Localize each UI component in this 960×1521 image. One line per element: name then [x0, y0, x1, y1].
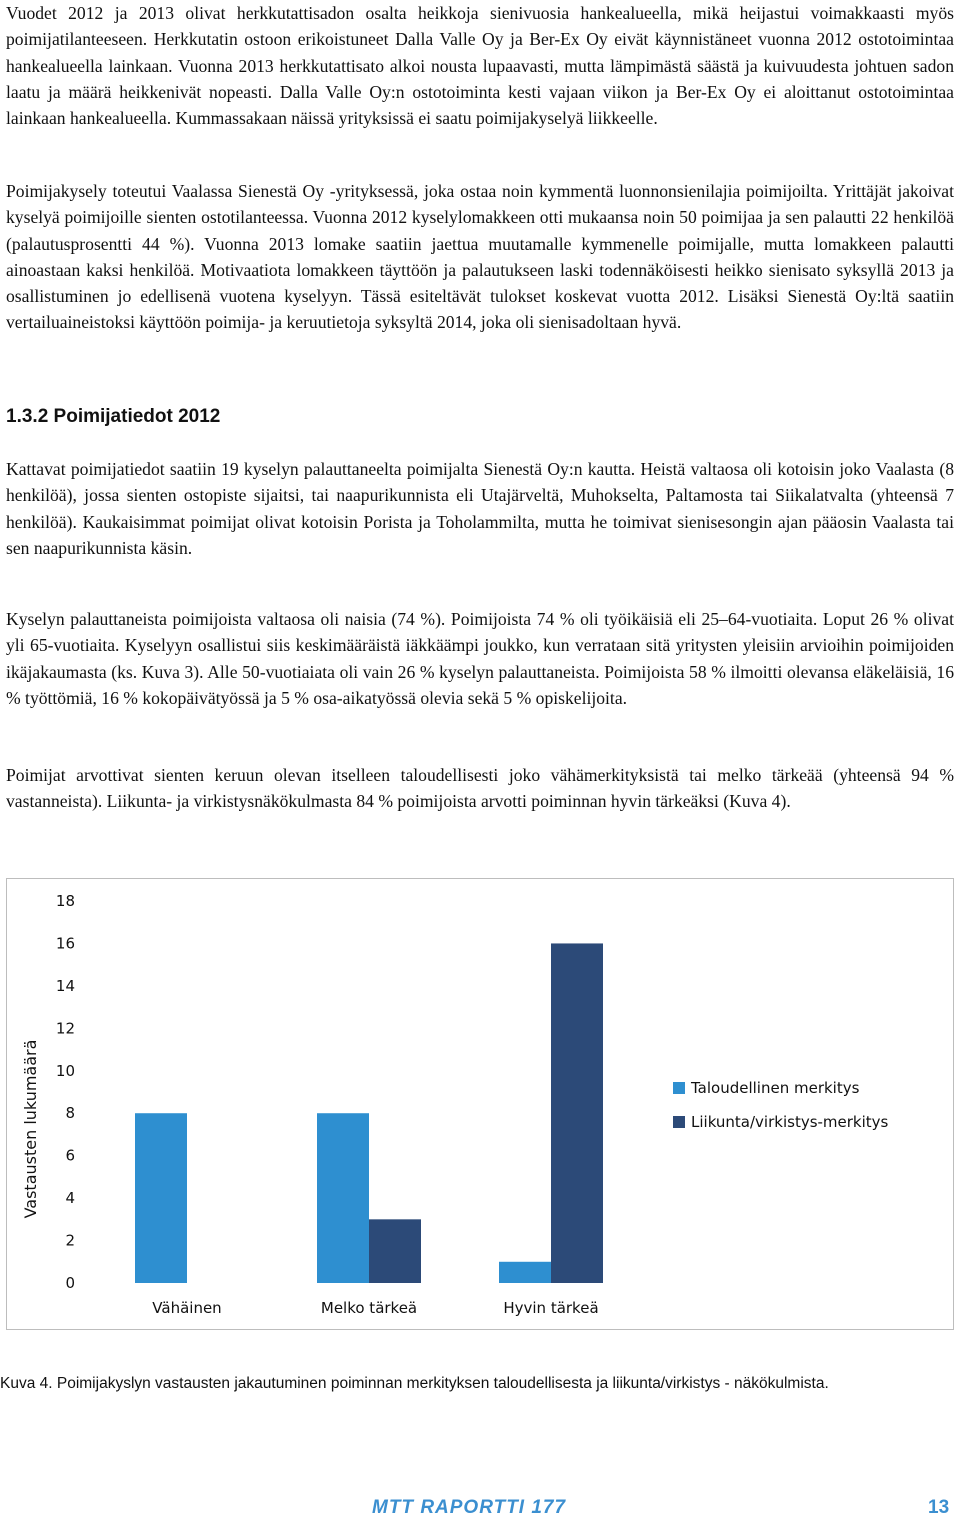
- paragraph-kyselyn-toteutus: Poimijakysely toteutui Vaalassa Sienestä Oy -yrityksessä, joka ostaa noin kymmentä luonnonsienilajia poimijoilta. Yrittäjät jakoivat kyselyä poimijoille sienten ostotilanteessa. Vuonna 2012 kyselylomakkeen otti mukaansa noin 50 poimijaa ja sen palautti 22 henkilöä (palautusprosentti 44 %). Vuonna 2013 lomake saatiin jaettua muutamalle kymmenelle poimijalle, mutta lomakkeen palautti ainoastaan kaksi henkilöä. Motivaatiota lomakkeen täyttöön ja palautukseen laski todennäköisesti heikko sienisato syksyllä 2013 ja osallistuminen jo edellisenä vuotena kyselyyn. Tässä esiteltävät tulokset koskevat vuotta 2012. Lisäksi Sienestä Oy:ltä saatiin vertailuaineistoksi käyttöön poimija- ja keruutietoja syksyltä 2014, joka oli sienisadoltaan hyvä.: [6, 181, 954, 333]
- legend-label-liikunta: Liikunta/virkistys-merkitys: [691, 1113, 889, 1131]
- y-tick-labels: [56, 892, 75, 1292]
- paragraph-sieni-vuodet: Vuodet 2012 ja 2013 olivat herkkutattisadon osalta heikkoja sienivuosia hankealueella, mikä heijastui voimakkaasti myös poimijatilanteeseen. Herkkutatin ostoon erikoistuneet Dalla Valle Oy ja Ber-Ex Oy eivät käynnistäneet vuonna 2012 ostotoimintaa hankealueella lainkaan. Vuonna 2013 herkkutattisato alkoi nousta lupaavasti, mutta lämpimästä säästä ja kuivuudesta johtuen sadon laatu ja määrä heikkenivät nopeasti. Dalla Valle Oy:n ostotoiminta kesti vajaan viikon ja Ber-Ex Oy ei aloittanut ostotoimintaa lainkaan hankealueella. Kummassakaan näissä yrityksissä ei saatu poimijakyselyä liikkeelle.: [6, 3, 954, 129]
- y-tick-label: 16: [55, 934, 75, 953]
- paragraph-ikajakauma: Kyselyn palauttaneista poimijoista valtaosa oli naisia (74 %). Poimijoista 74 % oli työikäisiä eli 25–64-vuotiaita. Loput 26 % olivat yli 65-vuotiaita. Kyselyyn osallistui siis keskimääräistä iäkkäämpi joukko, kun verrataan sitä yritysten yleisiin arvioihin poimijoiden ikäjakaumasta (ks. Kuva 3). Alle 50-vuotiaiata oli vain 26 % kyselyn palauttaneista. Poimijoista 58 % ilmoitti olevansa eläkeläisiä, 16 % työttömiä, 16 % kokopäivätyössä ja 5 % osa-aikatyössä olevia sekä 5 % opiskelijoita.: [6, 609, 954, 708]
- x-tick-label: Melko tärkeä: [320, 1299, 418, 1317]
- bar-liikunta: [369, 1219, 421, 1283]
- bars: [135, 943, 603, 1283]
- y-tick-label: 0: [65, 1274, 75, 1292]
- y-tick-label: 12: [55, 1019, 75, 1038]
- y-tick-label: 18: [55, 892, 75, 910]
- y-tick-label: 2: [65, 1231, 75, 1250]
- bar-liikunta: [551, 943, 603, 1283]
- page-number: 13: [928, 1497, 950, 1518]
- y-tick-label: 10: [55, 1061, 75, 1080]
- bar-taloudellinen: [135, 1113, 187, 1283]
- x-tick-label: Vähäinen: [152, 1299, 222, 1317]
- legend-item-liikunta: [673, 1109, 888, 1135]
- y-tick-label: 4: [65, 1189, 75, 1208]
- chart-frame: [6, 878, 954, 1330]
- bar-taloudellinen: [317, 1113, 369, 1283]
- chart-legend: [673, 1075, 888, 1143]
- legend-label-taloudellinen: Taloudellinen merkitys: [691, 1079, 860, 1097]
- legend-item-taloudellinen: [673, 1075, 888, 1101]
- legend-swatch-liikunta: [673, 1116, 685, 1128]
- footer-report-title: MTT RAPORTTI 177: [372, 1497, 567, 1518]
- figure-caption: Kuva 4. Poimijakyslyn vastausten jakautuminen poiminnan merkityksen taloudellisesta ja liikunta/virkistys - näkökulmista.: [0, 1375, 829, 1392]
- y-tick-label: 14: [55, 976, 75, 995]
- x-tick-labels: [152, 1299, 598, 1317]
- bar-taloudellinen: [499, 1262, 551, 1283]
- y-axis-label: Vastausten lukumäärä: [21, 1039, 40, 1219]
- y-tick-label: 6: [65, 1146, 75, 1165]
- legend-swatch-taloudellinen: [673, 1082, 685, 1094]
- section-heading: 1.3.2 Poimijatiedot 2012: [6, 406, 221, 427]
- paragraph-merkitys: Poimijat arvottivat sienten keruun olevan itselleen taloudellisesti joko vähämerkityksistä tai melko tärkeää (yhteensä 94 % vastanneista). Liikunta- ja virkistysnäkökulmasta 84 % poimijoista arvotti poiminnan hyvin tärkeäksi (Kuva 4).: [6, 765, 954, 812]
- y-tick-label: 8: [65, 1104, 75, 1123]
- x-tick-label: Hyvin tärkeä: [503, 1299, 599, 1317]
- y-axis-label-group: [21, 1040, 40, 1219]
- paragraph-poimijatiedot: Kattavat poimijatiedot saatiin 19 kyselyn palauttaneelta poimijalta Sienestä Oy:n kautta. Heistä valtaosa oli kotoisin joko Vaalasta (8 henkilöä), jossa sienten ostopiste sijaitsi, tai naapurikunnista eli Utajärveltä, Muhokselta, Paltamosta tai Siikalatvalta (yhteensä 7 henkilöä). Kaukaisimmat poimijat olivat kotoisin Porista ja Toholammilta, mutta he toimivat sienisesongin ajan pääosin Vaalasta tai sen naapurikunnista käsin.: [6, 459, 954, 558]
